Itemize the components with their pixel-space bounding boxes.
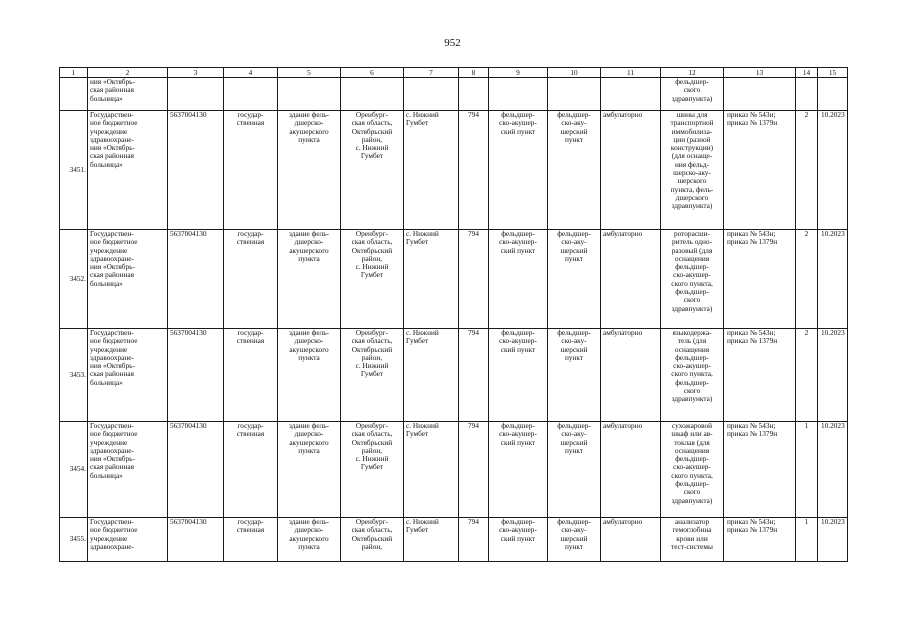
deadline: 10.2023	[818, 230, 848, 329]
column-header: 2	[88, 68, 168, 78]
column-header: 1	[60, 68, 88, 78]
column-header: 4	[224, 68, 278, 78]
table-row	[60, 422, 848, 518]
building-type: здание фель- дшерско- акушерского пункта	[278, 111, 341, 230]
empty-cell	[818, 78, 848, 111]
empty-cell	[341, 78, 404, 111]
column-header: 6	[341, 68, 404, 78]
column-header: 3	[168, 68, 224, 78]
quantity: 1	[796, 518, 818, 562]
equipment-name: шины для транспортной иммобилиза- ции (разной конструкции) (для оснаще- ния фельд- шерско-аку- шерского пункта, фель- дшерского здравпункта)	[661, 111, 724, 230]
regulation: приказ № 543н; приказ № 1379н	[724, 518, 796, 562]
building-type: здание фель- дшерско- акушерского пункта	[278, 230, 341, 329]
address: Оренбург- ская область, Октябрьский район, с. Нижний Гумбет	[341, 422, 404, 518]
ownership-form: государ- ственная	[224, 230, 278, 329]
column-header: 14	[796, 68, 818, 78]
page-number: 952	[444, 37, 461, 49]
care-form: амбулаторно	[601, 518, 661, 562]
equipment-name: сухожаровой шкаф или ав- токлав (для оснащения фельдшер- ско-акушер- ского пункта, фельдшер- ского здравпункта)	[661, 422, 724, 518]
ownership-form: государ- ственная	[224, 518, 278, 562]
quantity: 2	[796, 230, 818, 329]
care-form: амбулаторно	[601, 422, 661, 518]
equipment-name: языкодержа- тель (для оснащения фельдшер- ско-акушер- ского пункта, фельдшер- ского здравпункта)	[661, 329, 724, 422]
institution-name: Государствен- ное бюджетное учреждение здравоохране-	[88, 518, 168, 562]
population: 794	[459, 518, 489, 562]
column-header: 9	[489, 68, 548, 78]
institution-name: Государствен- ное бюджетное учреждение здравоохране- ния «Октябрь- ская районная больница»	[88, 329, 168, 422]
building-type: здание фель- дшерско- акушерского пункта	[278, 329, 341, 422]
empty-cell	[404, 78, 459, 111]
empty-cell	[489, 78, 548, 111]
facility-type: фельдшер- ско-акушер- ский пункт	[489, 329, 548, 422]
row-number: 3453.	[60, 329, 88, 422]
settlement: с. Нижний Гумбет	[404, 518, 459, 562]
inn: 5637004130	[168, 329, 224, 422]
column-header: 15	[818, 68, 848, 78]
column-header: 12	[661, 68, 724, 78]
population: 794	[459, 230, 489, 329]
facility-type: фельдшер- ско-акушер- ский пункт	[489, 111, 548, 230]
inn: 5637004130	[168, 230, 224, 329]
inn: 5637004130	[168, 422, 224, 518]
empty-cell	[724, 78, 796, 111]
column-header: 13	[724, 68, 796, 78]
equipment-name: ротораcши- ритель одно- разовый (для оснащения фельдшер- ско-акушер- ского пункта, фельдшер- ского здравпункта)	[661, 230, 724, 329]
institution-name: Государствен- ное бюджетное учреждение здравоохране- ния «Октябрь- ская районная больница»	[88, 422, 168, 518]
care-form: амбулаторно	[601, 111, 661, 230]
empty-cell	[224, 78, 278, 111]
table-row	[60, 230, 848, 329]
settlement: с. Нижний Гумбет	[404, 111, 459, 230]
table-row	[60, 518, 848, 562]
facility-type: фельдшер- ско-акушер- ский пункт	[489, 422, 548, 518]
row-number: 3451.	[60, 111, 88, 230]
column-header: 8	[459, 68, 489, 78]
empty-cell	[278, 78, 341, 111]
care-form: амбулаторно	[601, 329, 661, 422]
population: 794	[459, 329, 489, 422]
settlement: с. Нижний Гумбет	[404, 422, 459, 518]
column-header: 5	[278, 68, 341, 78]
deadline: 10.2023	[818, 111, 848, 230]
population: 794	[459, 422, 489, 518]
institution-name: Государствен- ное бюджетное учреждение здравоохране- ния «Октябрь- ская районная больница»	[88, 230, 168, 329]
care-form: амбулаторно	[601, 230, 661, 329]
register-table	[59, 67, 848, 562]
table-row	[60, 329, 848, 422]
building-type: здание фель- дшерско- акушерского пункта	[278, 518, 341, 562]
unit-type: фельдшер- ско-аку- шерский пункт	[548, 422, 601, 518]
column-header: 7	[404, 68, 459, 78]
inn: 5637004130	[168, 111, 224, 230]
institution-name: Государствен- ное бюджетное учреждение здравоохране- ния «Октябрь- ская районная больница»	[88, 111, 168, 230]
quantity: 2	[796, 111, 818, 230]
ownership-form: государ- ственная	[224, 422, 278, 518]
column-header: 10	[548, 68, 601, 78]
address: Оренбург- ская область, Октябрьский район, с. Нижний Гумбет	[341, 329, 404, 422]
ownership-form: государ- ственная	[224, 329, 278, 422]
deadline: 10.2023	[818, 422, 848, 518]
continuation-row	[60, 78, 848, 111]
row-number: 3454.	[60, 422, 88, 518]
ownership-form: государ- ственная	[224, 111, 278, 230]
facility-type: фельдшер- ско-акушер- ский пункт	[489, 518, 548, 562]
empty-cell	[548, 78, 601, 111]
equipment-name: фельдшер- ского здравпункта)	[661, 78, 724, 111]
unit-type: фельдшер- ско-аку- шерский пункт	[548, 111, 601, 230]
column-number-row	[60, 68, 848, 78]
unit-type: фельдшер- ско-аку- шерский пункт	[548, 518, 601, 562]
deadline: 10.2023	[818, 329, 848, 422]
empty-cell	[168, 78, 224, 111]
regulation: приказ № 543н; приказ № 1379н	[724, 422, 796, 518]
institution-name: ния «Октябрь- ская районная больница»	[88, 78, 168, 111]
address: Оренбург- ская область, Октябрьский район, с. Нижний Гумбет	[341, 230, 404, 329]
empty-cell	[459, 78, 489, 111]
unit-type: фельдшер- ско-аку- шерский пункт	[548, 329, 601, 422]
settlement: с. Нижний Гумбет	[404, 230, 459, 329]
quantity: 1	[796, 422, 818, 518]
empty-cell	[601, 78, 661, 111]
facility-type: фельдшер- ско-акушер- ский пункт	[489, 230, 548, 329]
row-number: 3452.	[60, 230, 88, 329]
population: 794	[459, 111, 489, 230]
deadline: 10.2023	[818, 518, 848, 562]
quantity: 2	[796, 329, 818, 422]
equipment-name: анализатор гемоглобина крови или тест-системы	[661, 518, 724, 562]
regulation: приказ № 543н; приказ № 1379н	[724, 329, 796, 422]
unit-type: фельдшер- ско-аку- шерский пункт	[548, 230, 601, 329]
settlement: с. Нижний Гумбет	[404, 329, 459, 422]
row-number: 3455.	[60, 518, 88, 562]
empty-cell	[796, 78, 818, 111]
row-number	[60, 78, 88, 111]
address: Оренбург- ская область, Октябрьский район,	[341, 518, 404, 562]
column-header: 11	[601, 68, 661, 78]
regulation: приказ № 543н; приказ № 1379н	[724, 111, 796, 230]
building-type: здание фель- дшерско- акушерского пункта	[278, 422, 341, 518]
table-row	[60, 111, 848, 230]
inn: 5637004130	[168, 518, 224, 562]
regulation: приказ № 543н; приказ № 1379н	[724, 230, 796, 329]
address: Оренбург- ская область, Октябрьский район, с. Нижний Гумбет	[341, 111, 404, 230]
